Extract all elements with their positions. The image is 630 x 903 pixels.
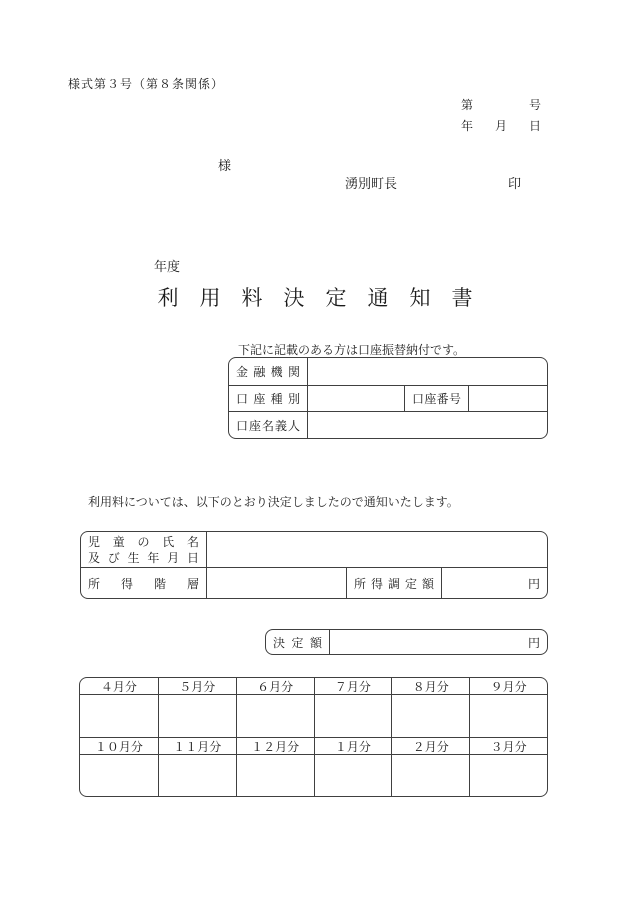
decided-amount-label: 決定額	[273, 635, 322, 650]
month-value-nov	[158, 754, 236, 796]
month-header-jan: １月分	[314, 737, 392, 754]
date-month-label: 月	[494, 119, 507, 133]
document-title: 利用料決定通知書	[157, 286, 494, 310]
issuer-name: 湧別町長	[345, 176, 398, 191]
date-line	[461, 117, 541, 134]
month-header-jul: ７月分	[314, 678, 392, 694]
assessed-amount-label: 所得調定額	[354, 576, 434, 591]
income-bracket-value-cell	[206, 567, 346, 598]
fiscal-year-label: 年度	[154, 259, 181, 274]
month-header-nov: １１月分	[158, 737, 236, 754]
month-value-jul	[314, 694, 392, 737]
income-bracket-label: 所得階層	[88, 576, 199, 591]
addressee-honorific: 様	[218, 158, 232, 173]
account-holder-label-cell	[229, 411, 307, 438]
doc-number-suffix: 号	[528, 98, 541, 112]
account-holder-label: 口座名義人	[236, 418, 300, 433]
decided-amount-value-cell	[329, 630, 547, 654]
seal-mark: 印	[508, 176, 522, 191]
month-value-aug	[391, 694, 469, 737]
assessed-amount-unit: 円	[527, 576, 540, 591]
account-type-label: 口座種別	[236, 391, 300, 406]
month-value-jan	[314, 754, 392, 796]
assessed-amount-label-cell	[346, 567, 441, 598]
decision-table	[80, 531, 548, 599]
month-value-jun	[236, 694, 314, 737]
account-type-label-cell	[229, 385, 307, 412]
date-day-label: 日	[528, 119, 541, 133]
assessed-amount-value-cell	[441, 567, 547, 598]
income-bracket-label-cell	[81, 567, 206, 598]
decision-notice-text: 利用料については、以下のとおり決定しましたので通知いたします。	[88, 495, 459, 509]
form-number: 様式第３号（第８条関係）	[68, 77, 225, 91]
month-header-oct: １０月分	[80, 737, 158, 754]
month-header-may: ５月分	[158, 678, 236, 694]
month-value-dec	[236, 754, 314, 796]
month-header-apr: ４月分	[100, 679, 137, 694]
child-name-value-cell	[206, 532, 547, 567]
child-name-label-cell	[81, 532, 206, 567]
month-value-feb	[391, 754, 469, 796]
financial-institution-label-cell	[229, 358, 307, 385]
account-holder-value-cell	[307, 411, 547, 438]
child-name-label-line1: 児童の氏名	[88, 534, 199, 549]
month-header-mar: ３月分	[469, 737, 547, 754]
bank-transfer-note: 下記に記載のある方は口座振替納付です。	[238, 343, 466, 357]
financial-institution-label: 金融機関	[236, 364, 300, 379]
month-value-apr	[80, 694, 158, 737]
date-year-label: 年	[461, 119, 474, 133]
month-value-oct	[80, 754, 158, 796]
month-header-dec: １２月分	[236, 737, 314, 754]
financial-institution-value-cell	[307, 358, 547, 385]
account-type-value-cell	[307, 385, 404, 412]
month-value-may	[158, 694, 236, 737]
month-header-jun: ６月分	[236, 678, 314, 694]
monthly-amount-table	[79, 677, 548, 797]
month-header-aug: ８月分	[391, 678, 469, 694]
decided-amount-table	[265, 629, 548, 655]
month-header-feb: ２月分	[391, 737, 469, 754]
month-value-sep	[469, 694, 547, 737]
document-number-line	[461, 96, 541, 113]
month-value-mar	[469, 754, 547, 796]
doc-number-prefix: 第	[461, 98, 474, 112]
account-number-label: 口座番号	[412, 391, 461, 406]
month-header-sep: ９月分	[469, 678, 547, 694]
account-number-label-cell	[404, 385, 468, 412]
decided-amount-unit: 円	[527, 635, 540, 650]
account-number-value-cell	[468, 385, 547, 412]
bank-account-table	[228, 357, 548, 439]
child-name-label-line2: 及び生年月日	[88, 550, 199, 565]
decided-amount-label-cell	[266, 630, 329, 654]
